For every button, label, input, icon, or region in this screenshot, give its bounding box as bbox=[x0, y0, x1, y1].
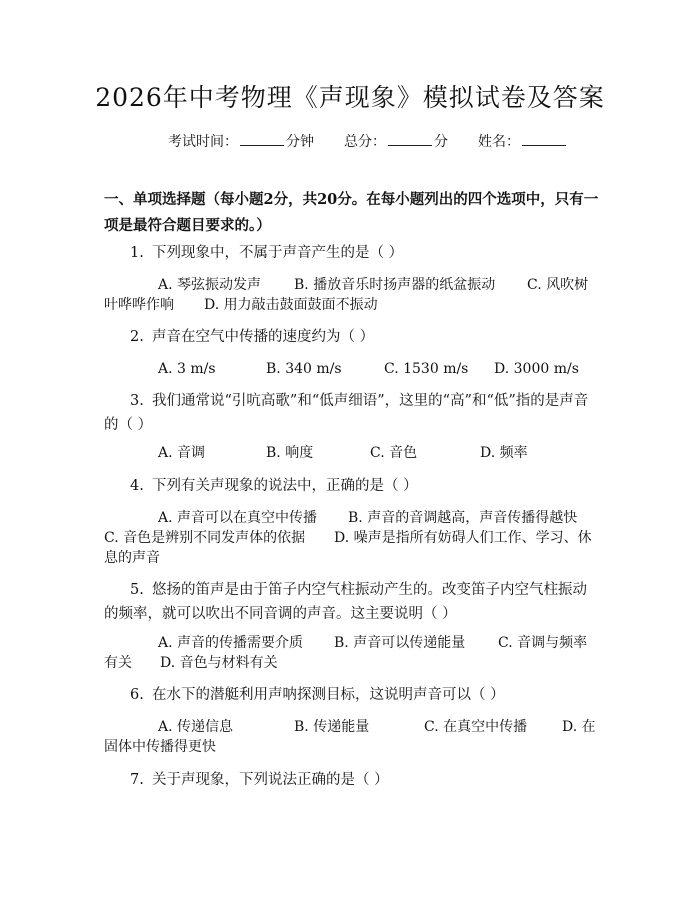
option-c: C. 音色 bbox=[370, 445, 418, 461]
question-stem: 下列有关声现象的说法中，正确的是（ ） bbox=[152, 478, 418, 494]
option-d: D. 在 bbox=[562, 719, 596, 735]
time-blank bbox=[240, 135, 284, 146]
question-5-options bbox=[104, 631, 604, 679]
question-6 bbox=[104, 683, 600, 707]
question-1-options bbox=[104, 273, 604, 321]
question-stem: 在水下的潜艇利用声呐探测目标，这说明声音可以（ ） bbox=[152, 687, 505, 703]
option-c: C. 音调与频率 bbox=[498, 635, 588, 651]
option-a: A. 声音可以在真空中传播 bbox=[158, 510, 318, 526]
option-d: D. 3000 m/s bbox=[494, 361, 579, 377]
question-number: 2. bbox=[130, 329, 144, 345]
option-b: B. 响度 bbox=[266, 445, 314, 461]
option-d-cont: 固体中传播得更快 bbox=[104, 739, 216, 755]
option-d: D. 音色与材料有关 bbox=[160, 655, 278, 671]
option-c: C. 1530 m/s bbox=[384, 361, 469, 377]
exam-meta bbox=[168, 131, 568, 151]
question-4 bbox=[104, 474, 600, 498]
option-c: C. 风吹树 bbox=[527, 277, 589, 293]
name-blank bbox=[522, 135, 566, 146]
score-unit: 分 bbox=[434, 134, 448, 150]
question-3 bbox=[104, 389, 600, 437]
question-number: 3. bbox=[130, 393, 144, 409]
option-d-cont: 息的声音 bbox=[104, 550, 160, 566]
time-label: 考试时间： bbox=[168, 134, 238, 150]
option-d: D. 频率 bbox=[480, 445, 528, 461]
question-5 bbox=[104, 578, 600, 626]
question-4-options bbox=[104, 506, 604, 566]
option-a: A. 传递信息 bbox=[158, 719, 234, 735]
question-1 bbox=[104, 241, 600, 265]
question-2 bbox=[104, 325, 600, 349]
option-c: C. 音色是辨别不同发声体的依据 bbox=[104, 530, 306, 546]
question-6-options bbox=[104, 715, 604, 763]
option-d: D. 噪声是指所有妨碍人们工作、学习、休 bbox=[334, 530, 592, 546]
score-blank bbox=[388, 135, 432, 146]
question-7 bbox=[104, 768, 600, 792]
section-heading: 一、单项选择题（每小题2分，共20分。在每小题列出的四个选项中，只有一项是最符合题目要求的。） bbox=[104, 191, 599, 234]
option-b: B. 声音的音调越高，声音传播得越快 bbox=[348, 510, 578, 526]
option-a: A. 声音的传播需要介质 bbox=[158, 635, 304, 651]
option-b: B. 340 m/s bbox=[266, 361, 342, 377]
option-c: C. 在真空中传播 bbox=[424, 719, 528, 735]
time-unit: 分钟 bbox=[286, 134, 314, 150]
score-label: 总分： bbox=[344, 134, 386, 150]
question-2-options bbox=[104, 357, 604, 381]
question-number: 6. bbox=[130, 687, 144, 703]
option-b: B. 传递能量 bbox=[294, 719, 370, 735]
name-label: 姓名： bbox=[478, 134, 520, 150]
question-stem: 我们通常说“引吭高歌”和“低声细语”，这里的“高”和“低”指的是声音的（ ） bbox=[104, 393, 589, 433]
option-c-cont: 有关 bbox=[104, 655, 132, 671]
option-d: D. 用力敲击鼓面鼓面不振动 bbox=[204, 297, 378, 313]
option-b: B. 声音可以传递能量 bbox=[334, 635, 466, 651]
page-title: 2026年中考物理《声现象》模拟试卷及答案 bbox=[95, 83, 605, 112]
question-stem: 悠扬的笛声是由于笛子内空气柱振动产生的。改变笛子内空气柱振动的频率，就可以吹出不同音调的声音。这主要说明（ ） bbox=[104, 582, 587, 622]
question-number: 1. bbox=[130, 245, 144, 261]
question-stem: 声音在空气中传播的速度约为（ ） bbox=[152, 329, 375, 345]
question-stem: 关于声现象，下列说法正确的是（ ） bbox=[152, 772, 389, 788]
question-number: 4. bbox=[130, 478, 144, 494]
option-a: A. 音调 bbox=[158, 445, 206, 461]
option-b: B. 播放音乐时扬声器的纸盆振动 bbox=[294, 277, 496, 293]
question-number: 5. bbox=[130, 582, 144, 598]
question-stem: 下列现象中，不属于声音产生的是（ ） bbox=[152, 245, 404, 261]
option-a: A. 3 m/s bbox=[158, 361, 216, 377]
question-number: 7. bbox=[130, 772, 144, 788]
option-c-cont: 叶哗哗作响 bbox=[104, 297, 174, 313]
question-3-options bbox=[104, 441, 604, 465]
option-a: A. 琴弦振动发声 bbox=[158, 277, 262, 293]
